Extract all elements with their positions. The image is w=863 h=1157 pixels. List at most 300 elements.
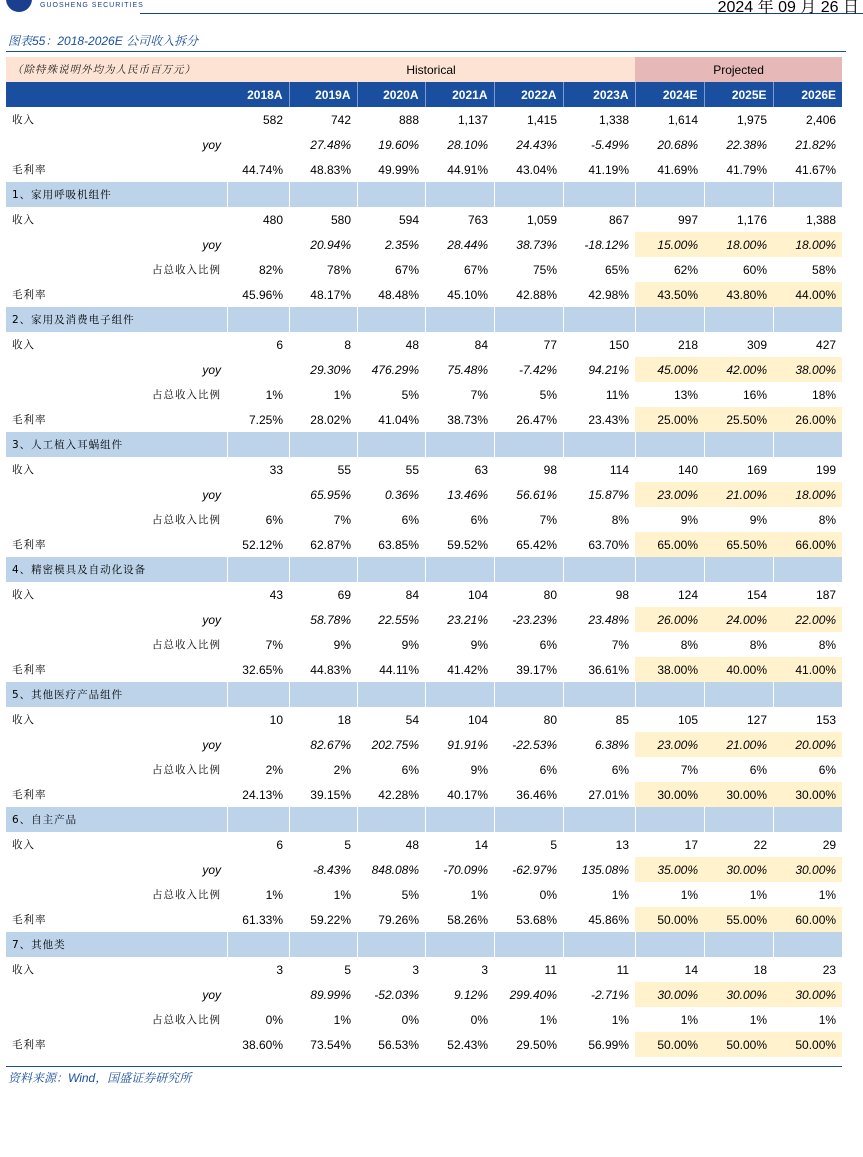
value-cell — [227, 982, 289, 1007]
section-blank-cell — [425, 807, 494, 832]
value-cell: 6% — [401, 512, 419, 527]
value-cell: 9% — [749, 512, 768, 527]
section-blank-cell — [227, 307, 289, 332]
value-cell: 14 — [684, 962, 699, 977]
value-cell: 997 — [678, 212, 699, 227]
value-cell: 218 — [678, 337, 699, 352]
value-cell: 50.00% — [704, 1032, 773, 1057]
value-cell: 140 — [678, 462, 699, 477]
value-cell: 1% — [333, 887, 351, 902]
value-cell: 39.17% — [516, 662, 557, 677]
value-cell: 26.00% — [635, 607, 704, 632]
value-cell: 65.00% — [635, 532, 704, 557]
row-label: 毛利率 — [12, 1039, 47, 1051]
value-cell: 36.46% — [516, 787, 557, 802]
row-label: 收入 — [12, 839, 35, 851]
value-cell: 16% — [743, 387, 768, 402]
value-cell: 5% — [401, 887, 419, 902]
value-cell: 28.44% — [447, 237, 488, 252]
section-label: 1、家用呼吸机组件 — [6, 182, 227, 207]
value-cell: -8.43% — [312, 862, 351, 877]
value-cell: 35.00% — [635, 857, 704, 882]
value-cell: 154 — [747, 587, 768, 602]
value-cell: 80 — [543, 712, 557, 727]
table-row — [6, 832, 842, 857]
value-cell: 43.80% — [704, 282, 773, 307]
section-blank-cell — [563, 807, 635, 832]
value-cell: -7.42% — [518, 362, 557, 377]
value-cell — [227, 482, 289, 507]
value-cell: 2,406 — [806, 112, 837, 127]
table-row — [6, 782, 842, 807]
value-cell: 9% — [333, 637, 351, 652]
value-cell: 3 — [481, 962, 488, 977]
section-row — [6, 182, 842, 207]
value-cell: 22.55% — [378, 612, 419, 627]
value-cell: 21.82% — [795, 137, 837, 152]
value-cell: 29.30% — [310, 362, 351, 377]
section-row — [6, 307, 842, 332]
value-cell: 62% — [674, 262, 699, 277]
value-cell: 18.00% — [773, 232, 842, 257]
table-row — [6, 282, 842, 307]
section-blank-cell — [704, 682, 773, 707]
value-cell: 30.00% — [704, 782, 773, 807]
value-cell: 50.00% — [773, 1032, 842, 1057]
value-cell: 153 — [816, 712, 837, 727]
value-cell: 44.11% — [379, 662, 419, 677]
row-label: 占总收入比例 — [152, 1014, 221, 1026]
value-cell: 24.13% — [242, 787, 283, 802]
section-blank-cell — [357, 932, 425, 957]
value-cell: -5.49% — [591, 137, 630, 152]
value-cell: 1,338 — [599, 112, 630, 127]
value-cell: 13% — [674, 387, 699, 402]
value-cell: 65.95% — [310, 487, 351, 502]
section-blank-cell — [704, 557, 773, 582]
value-cell: 41.00% — [773, 657, 842, 682]
value-cell: 45.00% — [635, 357, 704, 382]
section-blank-cell — [357, 307, 425, 332]
bottom-rule — [6, 1066, 842, 1067]
section-blank-cell — [289, 557, 357, 582]
value-cell — [227, 857, 289, 882]
value-cell: 6 — [276, 837, 283, 852]
value-cell: 1% — [470, 887, 488, 902]
table-row — [6, 457, 842, 482]
section-blank-cell — [357, 557, 425, 582]
value-cell: 82.67% — [310, 737, 351, 752]
value-cell: 6% — [818, 762, 837, 777]
value-cell: 1,059 — [526, 212, 557, 227]
year-header-blank — [6, 82, 227, 107]
section-blank-cell — [773, 432, 842, 457]
value-cell: 41.67% — [795, 162, 837, 177]
value-cell: 20.00% — [773, 732, 842, 757]
value-cell: 187 — [816, 587, 837, 602]
value-cell: 0% — [401, 1012, 419, 1027]
section-blank-cell — [704, 307, 773, 332]
value-cell: 848.08% — [371, 862, 419, 877]
section-blank-cell — [494, 807, 563, 832]
value-cell: 5 — [550, 837, 557, 852]
table-row — [6, 357, 842, 382]
title-rule — [6, 51, 846, 52]
value-cell: 22.38% — [726, 137, 768, 152]
value-cell: 3 — [412, 962, 419, 977]
section-blank-cell — [289, 807, 357, 832]
section-blank-cell — [563, 557, 635, 582]
value-cell: 56.99% — [588, 1037, 630, 1052]
table-row — [6, 1007, 842, 1032]
value-cell: -62.97% — [512, 862, 557, 877]
value-cell: 58.26% — [447, 912, 488, 927]
value-cell: 23.48% — [588, 612, 630, 627]
row-label: yoy — [202, 862, 221, 877]
value-cell: 2% — [333, 762, 351, 777]
value-cell: 114 — [609, 462, 630, 477]
section-blank-cell — [635, 432, 704, 457]
value-cell: 480 — [262, 212, 283, 227]
value-cell: 6% — [539, 637, 557, 652]
value-cell: 867 — [609, 212, 630, 227]
value-cell: 199 — [816, 462, 837, 477]
value-cell: 41.69% — [657, 162, 699, 177]
section-blank-cell — [704, 807, 773, 832]
value-cell: 14 — [474, 837, 488, 852]
value-cell: 30.00% — [704, 982, 773, 1007]
revenue-breakdown-table — [6, 57, 842, 1057]
unit-note: （除特殊说明外均为人民币百万元） — [6, 57, 227, 82]
section-blank-cell — [425, 432, 494, 457]
value-cell: 33 — [269, 462, 283, 477]
row-label: yoy — [202, 362, 221, 377]
section-blank-cell — [563, 307, 635, 332]
value-cell: 98 — [543, 462, 557, 477]
section-blank-cell — [563, 682, 635, 707]
row-label: 占总收入比例 — [152, 389, 221, 401]
value-cell: 10 — [269, 712, 283, 727]
section-blank-cell — [563, 432, 635, 457]
value-cell: -70.09% — [443, 862, 488, 877]
value-cell: 67% — [394, 262, 419, 277]
value-cell: 22.00% — [773, 607, 842, 632]
value-cell: 1,415 — [526, 112, 557, 127]
row-label: 毛利率 — [12, 289, 47, 301]
row-label: 收入 — [12, 464, 35, 476]
value-cell: 54 — [405, 712, 419, 727]
value-cell: -23.23% — [512, 612, 557, 627]
value-cell: 19.60% — [378, 137, 419, 152]
value-cell: 0.36% — [384, 487, 419, 502]
value-cell: 89.99% — [310, 987, 351, 1002]
value-cell: 38.00% — [773, 357, 842, 382]
value-cell: 40.17% — [447, 787, 488, 802]
section-blank-cell — [494, 182, 563, 207]
section-blank-cell — [635, 182, 704, 207]
value-cell: 59.52% — [447, 537, 488, 552]
value-cell: 48 — [405, 337, 419, 352]
value-cell: 1,614 — [668, 112, 699, 127]
value-cell: 7% — [680, 762, 699, 777]
value-cell: 18 — [337, 712, 351, 727]
value-cell: 11% — [605, 387, 630, 402]
section-blank-cell — [635, 307, 704, 332]
value-cell: 53.68% — [516, 912, 557, 927]
value-cell: 1% — [680, 887, 699, 902]
value-cell: 23.21% — [447, 612, 488, 627]
value-cell: 65.50% — [704, 532, 773, 557]
value-cell: 27.01% — [588, 787, 630, 802]
value-cell: 44.00% — [773, 282, 842, 307]
section-blank-cell — [289, 307, 357, 332]
section-blank-cell — [289, 432, 357, 457]
section-blank-cell — [289, 932, 357, 957]
value-cell: 60.00% — [773, 907, 842, 932]
value-cell: 24.00% — [704, 607, 773, 632]
value-cell: 1,975 — [737, 112, 768, 127]
value-cell: 8 — [344, 337, 351, 352]
value-cell: 38.00% — [635, 657, 704, 682]
value-cell: 85 — [615, 712, 630, 727]
table-row — [6, 1032, 842, 1057]
value-cell: 73.54% — [310, 1037, 351, 1052]
value-cell: 5% — [539, 387, 557, 402]
value-cell: 23.00% — [635, 482, 704, 507]
value-cell: 15.87% — [588, 487, 630, 502]
value-cell: 18.00% — [773, 482, 842, 507]
value-cell: 45.10% — [447, 287, 488, 302]
section-blank-cell — [357, 682, 425, 707]
value-cell: 202.75% — [371, 737, 419, 752]
year-header-2021a: 2021A — [425, 82, 494, 107]
value-cell: 169 — [747, 462, 768, 477]
value-cell: 0% — [265, 1012, 283, 1027]
row-label: 毛利率 — [12, 664, 47, 676]
value-cell: 65.42% — [516, 537, 557, 552]
section-blank-cell — [289, 682, 357, 707]
value-cell: 1% — [333, 387, 351, 402]
value-cell: 26.00% — [773, 407, 842, 432]
table-row — [6, 582, 842, 607]
table-row — [6, 632, 842, 657]
value-cell: 77 — [543, 337, 557, 352]
value-cell: 98 — [615, 587, 630, 602]
row-label: 毛利率 — [12, 789, 47, 801]
row-label: yoy — [202, 487, 221, 502]
value-cell: 30.00% — [773, 782, 842, 807]
value-cell: -18.12% — [584, 237, 630, 252]
value-cell: 124 — [678, 587, 699, 602]
value-cell: 15.00% — [635, 232, 704, 257]
page-header — [0, 0, 863, 16]
value-cell: 42.98% — [588, 287, 630, 302]
section-blank-cell — [773, 307, 842, 332]
value-cell: 41.42% — [447, 662, 488, 677]
section-blank-cell — [635, 557, 704, 582]
figure-title: 图表55：2018-2026E 公司收入拆分 — [8, 34, 199, 48]
value-cell: 23 — [822, 962, 837, 977]
value-cell: 50.00% — [635, 907, 704, 932]
row-label: 收入 — [12, 339, 35, 351]
value-cell — [227, 357, 289, 382]
value-cell: 62.87% — [310, 537, 351, 552]
section-blank-cell — [635, 932, 704, 957]
value-cell — [227, 132, 289, 157]
value-cell: 22 — [753, 837, 768, 852]
section-blank-cell — [563, 182, 635, 207]
section-row — [6, 807, 842, 832]
value-cell: 299.40% — [509, 987, 557, 1002]
row-label: 毛利率 — [12, 164, 47, 176]
value-cell: 2% — [265, 762, 283, 777]
table-row — [6, 157, 842, 182]
section-label: 2、家用及消费电子组件 — [6, 307, 227, 332]
year-header-2020a: 2020A — [357, 82, 425, 107]
value-cell: 25.50% — [704, 407, 773, 432]
value-cell: 427 — [816, 337, 837, 352]
row-label: 毛利率 — [12, 539, 47, 551]
value-cell: 43.04% — [516, 162, 557, 177]
value-cell: 41.79% — [726, 162, 768, 177]
value-cell: 78% — [326, 262, 351, 277]
value-cell: 32.65% — [242, 662, 283, 677]
row-label: yoy — [202, 737, 221, 752]
value-cell: 0% — [470, 1012, 488, 1027]
value-cell: 79.26% — [378, 912, 419, 927]
value-cell: 56.61% — [516, 487, 557, 502]
value-cell: 21.00% — [704, 732, 773, 757]
value-cell — [227, 607, 289, 632]
value-cell: 30.00% — [773, 982, 842, 1007]
value-cell: 580 — [330, 212, 351, 227]
value-cell: 43.50% — [635, 282, 704, 307]
value-cell: 65% — [605, 262, 630, 277]
section-blank-cell — [494, 432, 563, 457]
table-row — [6, 207, 842, 232]
value-cell: 594 — [398, 212, 419, 227]
section-blank-cell — [425, 307, 494, 332]
row-label: 收入 — [12, 714, 35, 726]
row-label: 占总收入比例 — [152, 514, 221, 526]
value-cell: 41.19% — [588, 162, 630, 177]
value-cell: 1% — [265, 387, 283, 402]
value-cell: 127 — [747, 712, 768, 727]
value-cell: 742 — [330, 112, 351, 127]
section-row — [6, 432, 842, 457]
value-cell: 69 — [337, 587, 351, 602]
value-cell: 63.85% — [378, 537, 419, 552]
value-cell: 1% — [265, 887, 283, 902]
table-row — [6, 482, 842, 507]
section-blank-cell — [425, 682, 494, 707]
section-blank-cell — [704, 432, 773, 457]
section-blank-cell — [425, 932, 494, 957]
row-label: 占总收入比例 — [152, 639, 221, 651]
value-cell: 888 — [398, 112, 419, 127]
section-row — [6, 932, 842, 957]
section-blank-cell — [227, 807, 289, 832]
table-row — [6, 532, 842, 557]
value-cell: 1% — [611, 887, 630, 902]
section-blank-cell — [425, 182, 494, 207]
company-name-en: GUOSHENG SECURITIES — [40, 2, 144, 9]
table-row — [6, 607, 842, 632]
table-row — [6, 882, 842, 907]
year-header-2018a: 2018A — [227, 82, 289, 107]
section-blank-cell — [494, 557, 563, 582]
value-cell: 42.28% — [378, 787, 419, 802]
section-blank-cell — [704, 932, 773, 957]
value-cell: 6% — [470, 512, 488, 527]
value-cell: 42.00% — [704, 357, 773, 382]
value-cell: 1% — [818, 887, 837, 902]
value-cell: 23.00% — [635, 732, 704, 757]
value-cell: 26.47% — [516, 412, 557, 427]
value-cell — [227, 732, 289, 757]
value-cell: 6 — [276, 337, 283, 352]
year-header-2019a: 2019A — [289, 82, 357, 107]
row-label: 占总收入比例 — [152, 889, 221, 901]
value-cell: 8% — [818, 512, 837, 527]
section-blank-cell — [357, 807, 425, 832]
value-cell: 38.60% — [242, 1037, 283, 1052]
value-cell: 24.43% — [516, 137, 557, 152]
period-header-row — [6, 57, 842, 82]
table-row — [6, 907, 842, 932]
value-cell: 38.73% — [447, 412, 488, 427]
value-cell: 6.38% — [595, 737, 630, 752]
value-cell — [227, 232, 289, 257]
section-blank-cell — [227, 557, 289, 582]
value-cell: -2.71% — [591, 987, 630, 1002]
section-label: 6、自主产品 — [6, 807, 227, 832]
section-label: 3、人工植入耳蜗组件 — [6, 432, 227, 457]
value-cell: 28.02% — [310, 412, 351, 427]
row-label: 收入 — [12, 214, 35, 226]
value-cell: 43 — [269, 587, 283, 602]
section-blank-cell — [494, 932, 563, 957]
value-cell: 7% — [470, 387, 488, 402]
value-cell: 1% — [539, 1012, 557, 1027]
value-cell: 6% — [749, 762, 768, 777]
value-cell: 1% — [749, 887, 768, 902]
value-cell: 7% — [265, 637, 283, 652]
section-blank-cell — [773, 682, 842, 707]
row-label: 收入 — [12, 589, 35, 601]
table-row — [6, 257, 842, 282]
table-row — [6, 407, 842, 432]
value-cell: 18% — [812, 387, 837, 402]
value-cell: 48.17% — [310, 287, 351, 302]
value-cell: 9% — [401, 637, 419, 652]
value-cell: 94.21% — [588, 362, 630, 377]
section-blank-cell — [773, 557, 842, 582]
value-cell: 55 — [405, 462, 419, 477]
value-cell: 9% — [470, 637, 488, 652]
table-row — [6, 232, 842, 257]
value-cell: 7% — [333, 512, 351, 527]
value-cell: 44.74% — [242, 162, 283, 177]
value-cell: 7.25% — [248, 412, 283, 427]
row-label: 毛利率 — [12, 414, 47, 426]
value-cell: 45.96% — [242, 287, 283, 302]
value-cell: 52.43% — [447, 1037, 488, 1052]
value-cell: 40.00% — [704, 657, 773, 682]
table-body — [6, 107, 842, 1057]
value-cell: 763 — [467, 212, 488, 227]
section-blank-cell — [494, 307, 563, 332]
